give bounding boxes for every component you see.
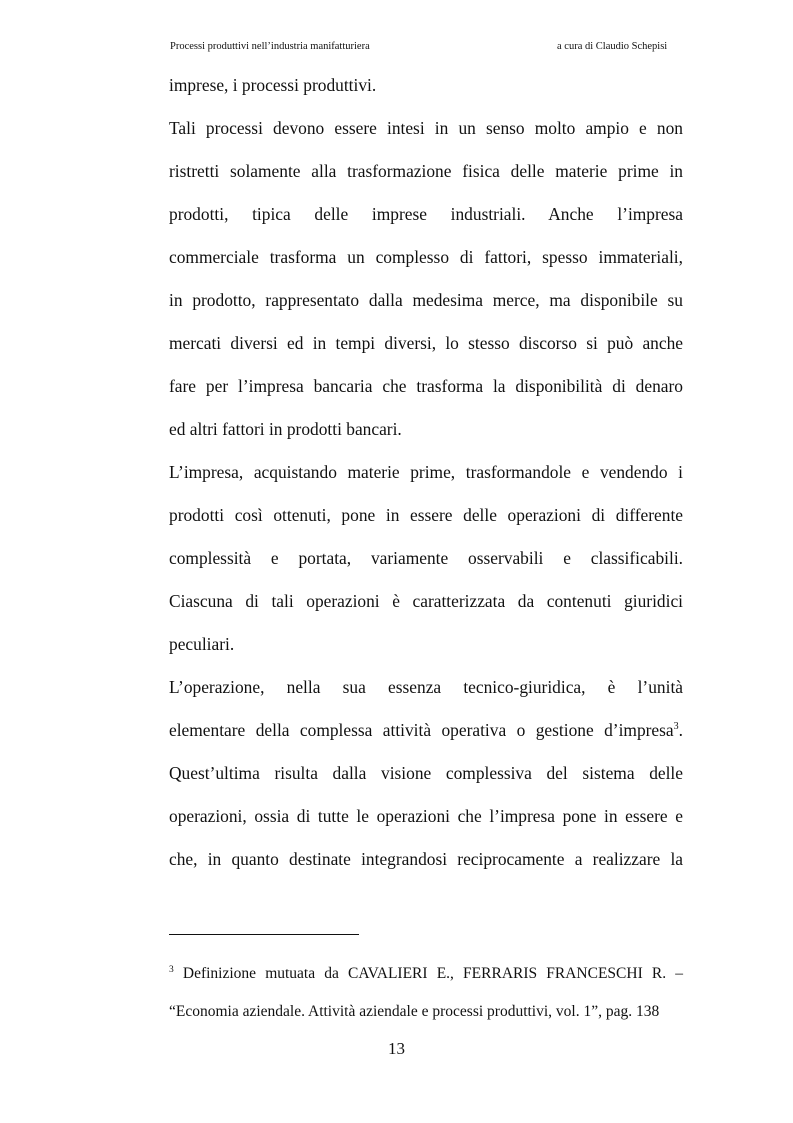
- text-line: prodotti così ottenuti, pone in essere delle operazioni di differente: [169, 505, 683, 525]
- text-line: ed altri fattori in prodotti bancari.: [169, 419, 402, 439]
- text-line: che, in quanto destinate integrandosi reciprocamente a realizzare la: [169, 849, 683, 869]
- footnote-line: “Economia aziendale. Attività aziendale e processi produttivi, vol. 1”, pag. 138: [169, 1003, 660, 1020]
- text-line: peculiari.: [169, 634, 235, 654]
- text-line: prodotti, tipica delle imprese industriali. Anche l’impresa: [169, 204, 683, 224]
- footnote-line: [169, 964, 683, 984]
- page-number: 13: [388, 1039, 405, 1058]
- text-line: fare per l’impresa bancaria che trasforma la disponibilità di denaro: [169, 376, 683, 396]
- footnote-text: Definizione mutuata da CAVALIERI E., FERRARIS FRANCESCHI R. –: [182, 965, 683, 982]
- running-header: [170, 40, 670, 54]
- text-line: ristretti solamente alla trasformazione fisica delle materie prime in: [169, 161, 683, 181]
- footnote-marker: 3: [169, 964, 174, 975]
- text-line: imprese, i processi produttivi.: [169, 75, 377, 95]
- text-line: L’operazione, nella sua essenza tecnico-giuridica, è l’unità: [169, 677, 683, 697]
- text-line-with-footnote-ref: [169, 719, 683, 741]
- header-title: Processi produttivi nell’industria manifatturiera: [170, 41, 370, 52]
- text-line: Tali processi devono essere intesi in un senso molto ampio e non: [169, 118, 683, 138]
- text-line-content: elementare della complessa attività operativa o gestione d’impresa: [169, 720, 674, 740]
- text-line: L’impresa, acquistando materie prime, trasformandole e vendendo i: [169, 462, 683, 482]
- text-line: commerciale trasforma un complesso di fattori, spesso immateriali,: [169, 247, 683, 267]
- header-author: a cura di Claudio Schepisi: [557, 41, 668, 52]
- text-line: complessità e portata, variamente osservabili e classificabili.: [169, 548, 683, 568]
- footnote-separator: [169, 934, 359, 935]
- text-line: Quest’ultima risulta dalla visione complessiva del sistema delle: [169, 763, 683, 783]
- text-line: Ciascuna di tali operazioni è caratterizzata da contenuti giuridici: [169, 591, 683, 611]
- footnote-reference: 3: [673, 721, 679, 733]
- text-line: operazioni, ossia di tutte le operazioni che l’impresa pone in essere e: [169, 806, 683, 826]
- line-end-punctuation: .: [678, 720, 683, 740]
- text-line: mercati diversi ed in tempi diversi, lo stesso discorso si può anche: [169, 333, 683, 353]
- text-line: in prodotto, rappresentato dalla medesima merce, ma disponibile su: [169, 290, 683, 310]
